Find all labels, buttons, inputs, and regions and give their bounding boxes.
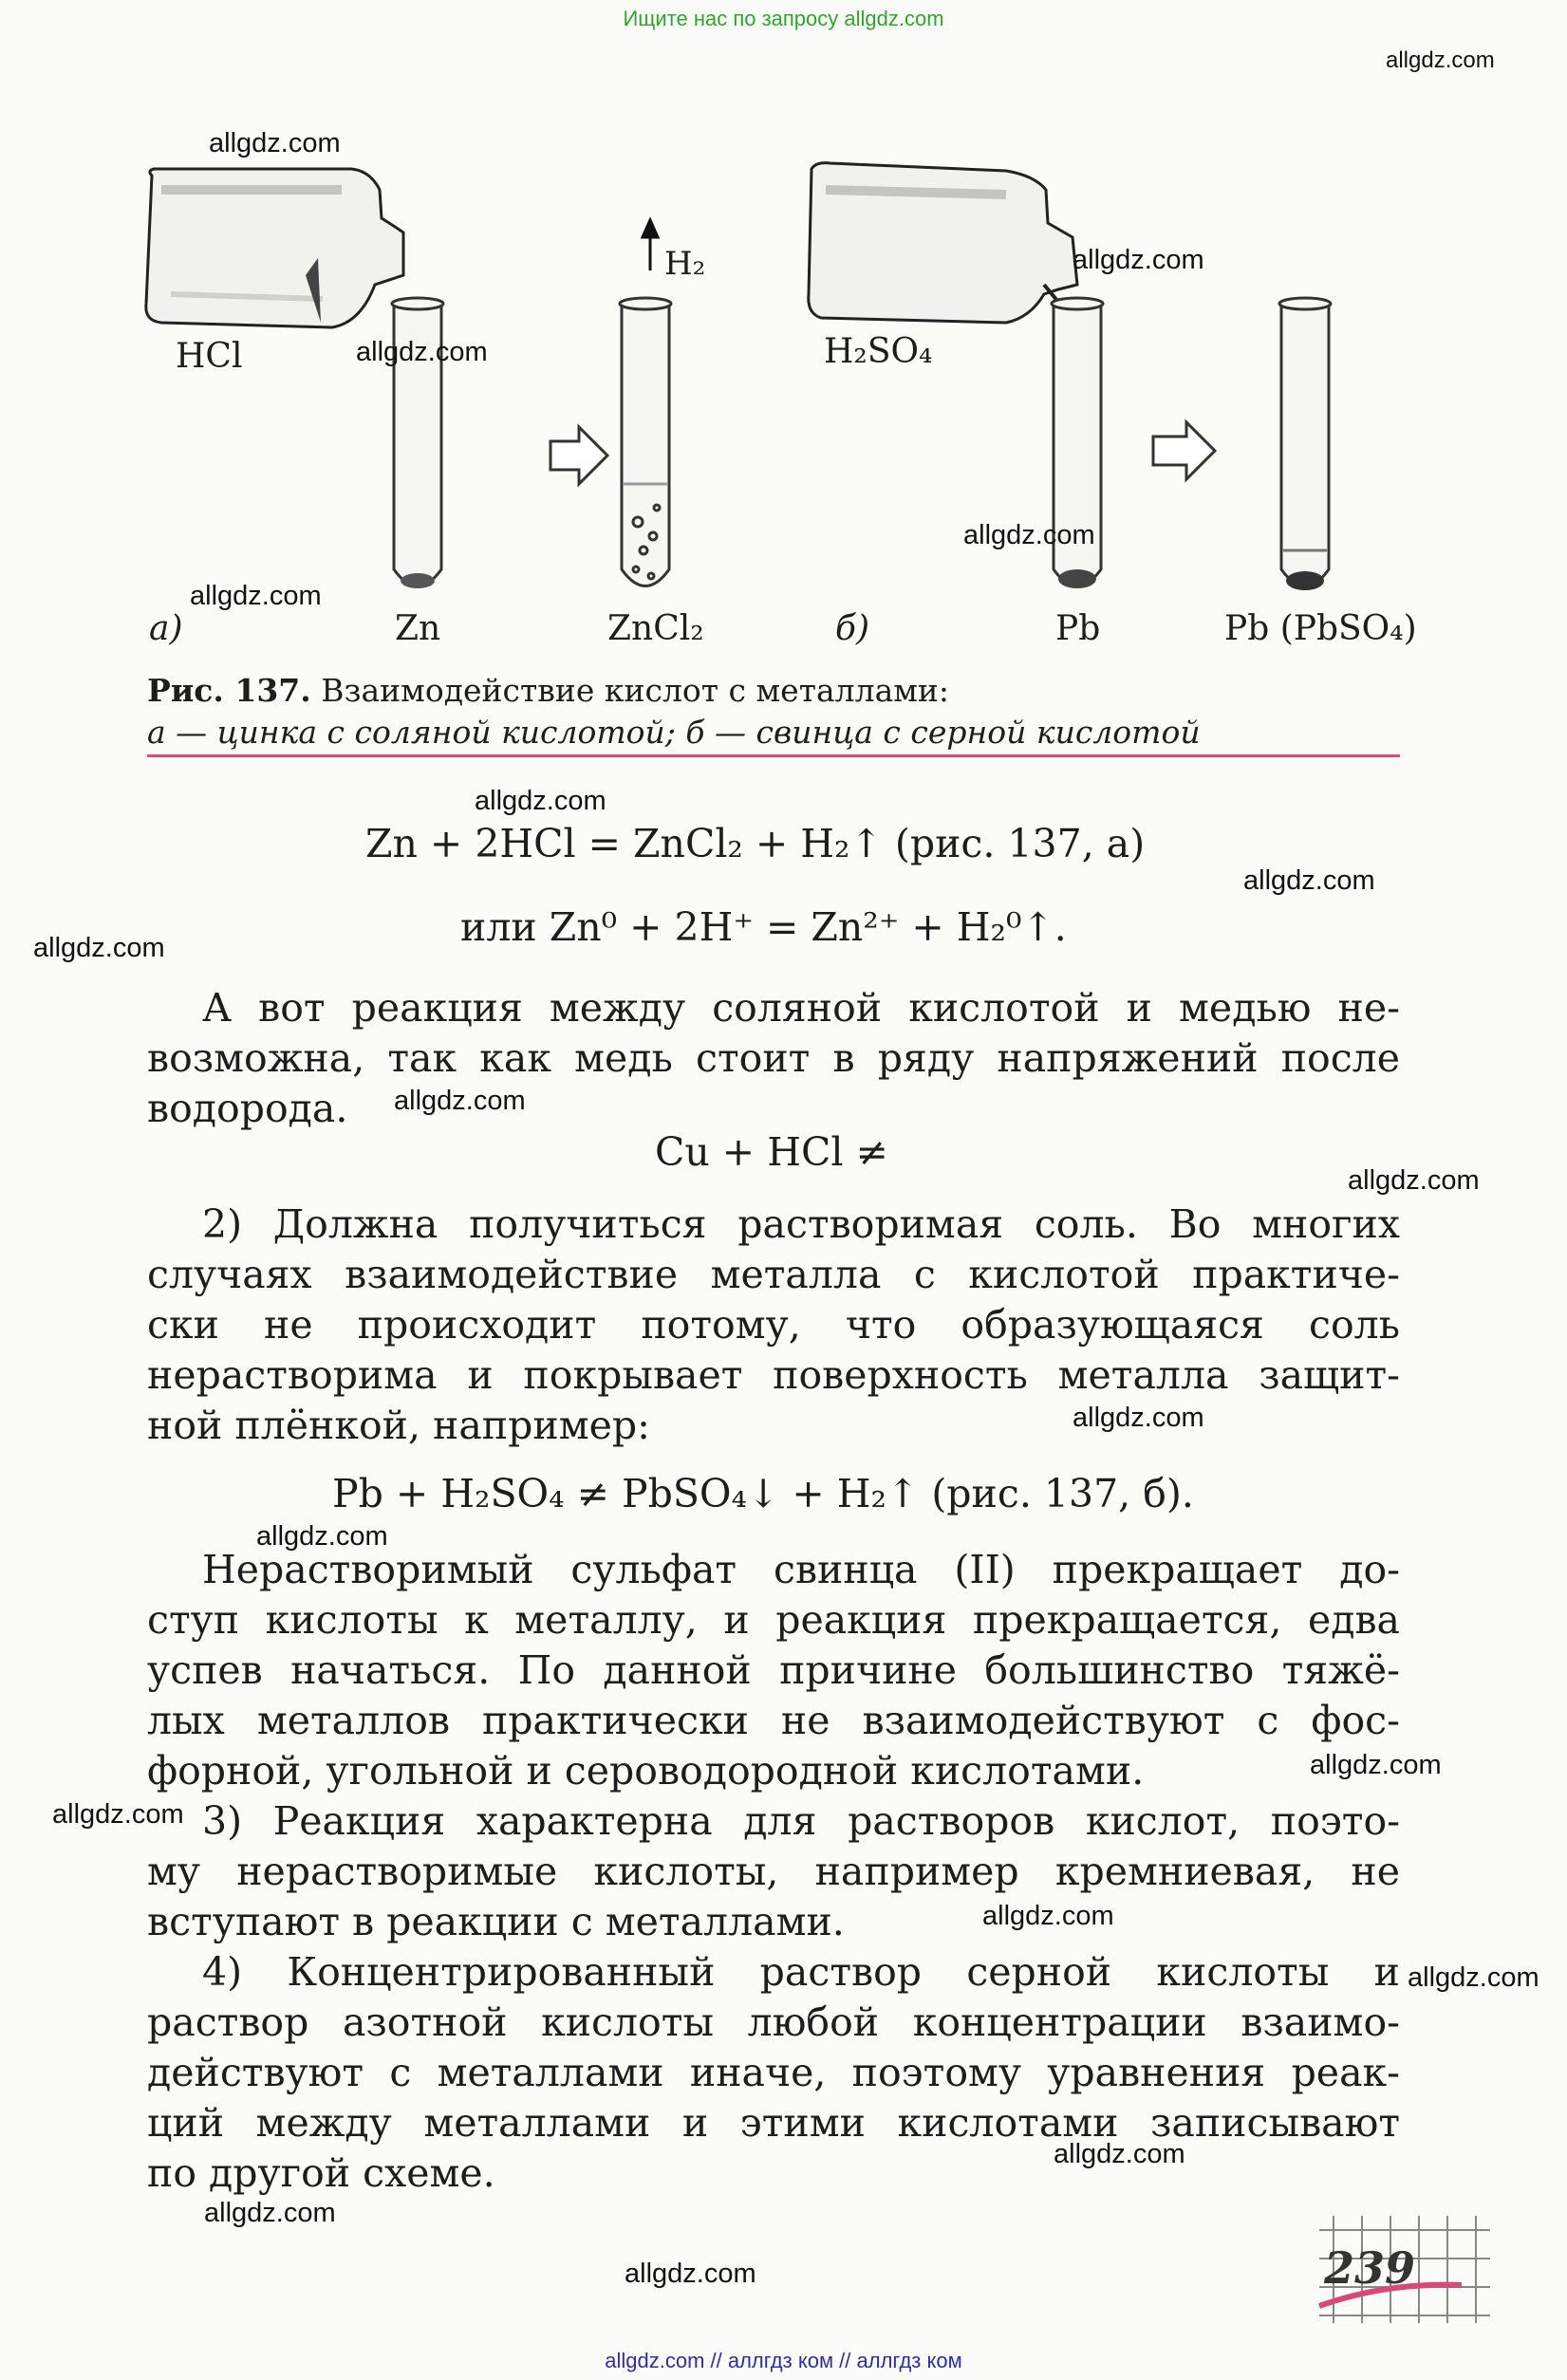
part-b-label: б)	[835, 609, 870, 648]
text-line: Нерастворимый сульфат свинца (II) прекращает до-	[202, 1547, 1400, 1592]
pb-pbso4-label: Pb (PbSO₄)	[1224, 609, 1417, 648]
test-tube-pb-pbso4	[1279, 298, 1331, 590]
page-number: 239	[1324, 2242, 1416, 2294]
hcl-bottle	[146, 169, 403, 327]
watermark[interactable]: allgdz.com	[1408, 1962, 1539, 1993]
text-line: 3) Реакция характерна для растворов кислот, поэто-	[202, 1798, 1400, 1844]
figure-caption	[147, 672, 949, 709]
watermark[interactable]: allgdz.com	[204, 2198, 336, 2228]
watermark[interactable]: allgdz.com	[356, 337, 488, 367]
h2-label: H₂	[664, 245, 706, 283]
h2so4-bottle	[809, 163, 1077, 323]
paragraph-copper	[147, 983, 1400, 1134]
text-line: раствор азотной кислоты любой концентрации взаимо-	[147, 1999, 1400, 2045]
caption-title: Взаимодействие кислот с металлами:	[321, 672, 950, 709]
reaction-arrow-b	[1153, 422, 1215, 479]
watermark[interactable]: allgdz.com	[52, 1799, 184, 1830]
watermark[interactable]: allgdz.com	[1073, 245, 1204, 275]
watermark[interactable]: allgdz.com	[1054, 2139, 1185, 2169]
watermark[interactable]: allgdz.com	[1348, 1165, 1480, 1196]
paragraph-lead-sulfate	[147, 1545, 1400, 1796]
hcl-label: HCl	[176, 337, 243, 376]
text-line: А вот реакция между соляной кислотой и медью не-	[202, 985, 1400, 1031]
watermark[interactable]: allgdz.com	[190, 581, 322, 611]
paragraph-concentrated-acids	[147, 1947, 1400, 2199]
watermark[interactable]: allgdz.com	[982, 1901, 1114, 1931]
bottom-footer-links[interactable]: allgdz.com // аллгдз ком // аллгдз ком	[605, 2349, 962, 2372]
reaction-arrow-a	[550, 427, 607, 484]
part-a-label: а)	[149, 609, 183, 648]
watermark[interactable]: allgdz.com	[475, 786, 606, 816]
text-line: ной плёнкой, например:	[147, 1403, 650, 1448]
watermark[interactable]: allgdz.com	[394, 1086, 526, 1116]
text-line: му нерастворимые кислоты, например кремниевая, не	[147, 1849, 1400, 1894]
text-line: возможна, так как медь стоит в ряду напряжений после	[147, 1035, 1400, 1081]
figure-137-illustration	[133, 152, 1433, 607]
zncl2-label: ZnCl₂	[607, 609, 704, 648]
equation-zn-hcl: Zn + 2HCl = ZnCl₂ + H₂↑ (рис. 137, а)	[365, 821, 1146, 866]
equation-cu-hcl: Cu + HCl ≠	[655, 1129, 888, 1175]
watermark[interactable]: allgdz.com	[1386, 47, 1495, 73]
watermark[interactable]: allgdz.com	[209, 128, 341, 158]
text-line: ций между металлами и этими кислотами записывают	[147, 2100, 1400, 2146]
text-line: форной, угольной и сероводородной кислотами.	[147, 1748, 1145, 1794]
h2so4-label: H₂SO₄	[824, 332, 933, 371]
watermark[interactable]: allgdz.com	[256, 1521, 388, 1552]
caption-divider	[147, 754, 1400, 757]
paragraph-insoluble-acids	[147, 1796, 1400, 1947]
caption-label: Рис. 137.	[147, 672, 311, 709]
text-line: 4) Концентрированный раствор серной кислоты и	[202, 1949, 1400, 1995]
text-line: ски не происходит потому, что образующаяся соль	[147, 1302, 1400, 1348]
h2-gas-arrow	[643, 220, 658, 270]
text-line: успев начаться. По данной причине большинство тяжё-	[147, 1647, 1400, 1693]
watermark[interactable]: allgdz.com	[1310, 1750, 1442, 1780]
text-line: 2) Должна получиться растворимая соль. Во многих	[202, 1201, 1400, 1247]
text-line: нерастворима и покрывает поверхность металла защит-	[147, 1352, 1400, 1398]
text-line: случаях взаимодействие металла с кислотой практиче-	[147, 1252, 1400, 1297]
paragraph-soluble-salt	[147, 1199, 1400, 1451]
watermark[interactable]: allgdz.com	[625, 2259, 756, 2289]
equation-pb-h2so4: Pb + H₂SO₄ ≠ PbSO₄↓ + H₂↑ (рис. 137, б).	[332, 1471, 1194, 1516]
watermark[interactable]: allgdz.com	[1073, 1403, 1204, 1433]
watermark[interactable]: allgdz.com	[33, 933, 165, 963]
text-line: ступ кислоты к металлу, и реакция прекращается, едва	[147, 1597, 1400, 1643]
text-line: водорода.	[147, 1086, 348, 1131]
pb-label: Pb	[1055, 609, 1101, 648]
watermark[interactable]: allgdz.com	[1243, 865, 1375, 896]
text-line: действуют с металлами иначе, поэтому уравнения реак-	[147, 2050, 1400, 2095]
caption-line2: а — цинка с соляной кислотой; б — свинца с серной кислотой	[147, 714, 1201, 751]
zn-label: Zn	[395, 609, 441, 648]
watermark[interactable]: allgdz.com	[963, 520, 1095, 550]
text-line: по другой схеме.	[147, 2150, 495, 2196]
top-banner[interactable]: Ищите нас по запросу allgdz.com	[623, 7, 944, 30]
equation-ionic: или Zn⁰ + 2H⁺ = Zn²⁺ + H₂⁰↑.	[460, 904, 1067, 950]
test-tube-zncl2	[620, 298, 671, 586]
text-line: лых металлов практически не взаимодействуют с фос-	[147, 1698, 1400, 1743]
text-line: вступают в реакции с металлами.	[147, 1899, 845, 1944]
